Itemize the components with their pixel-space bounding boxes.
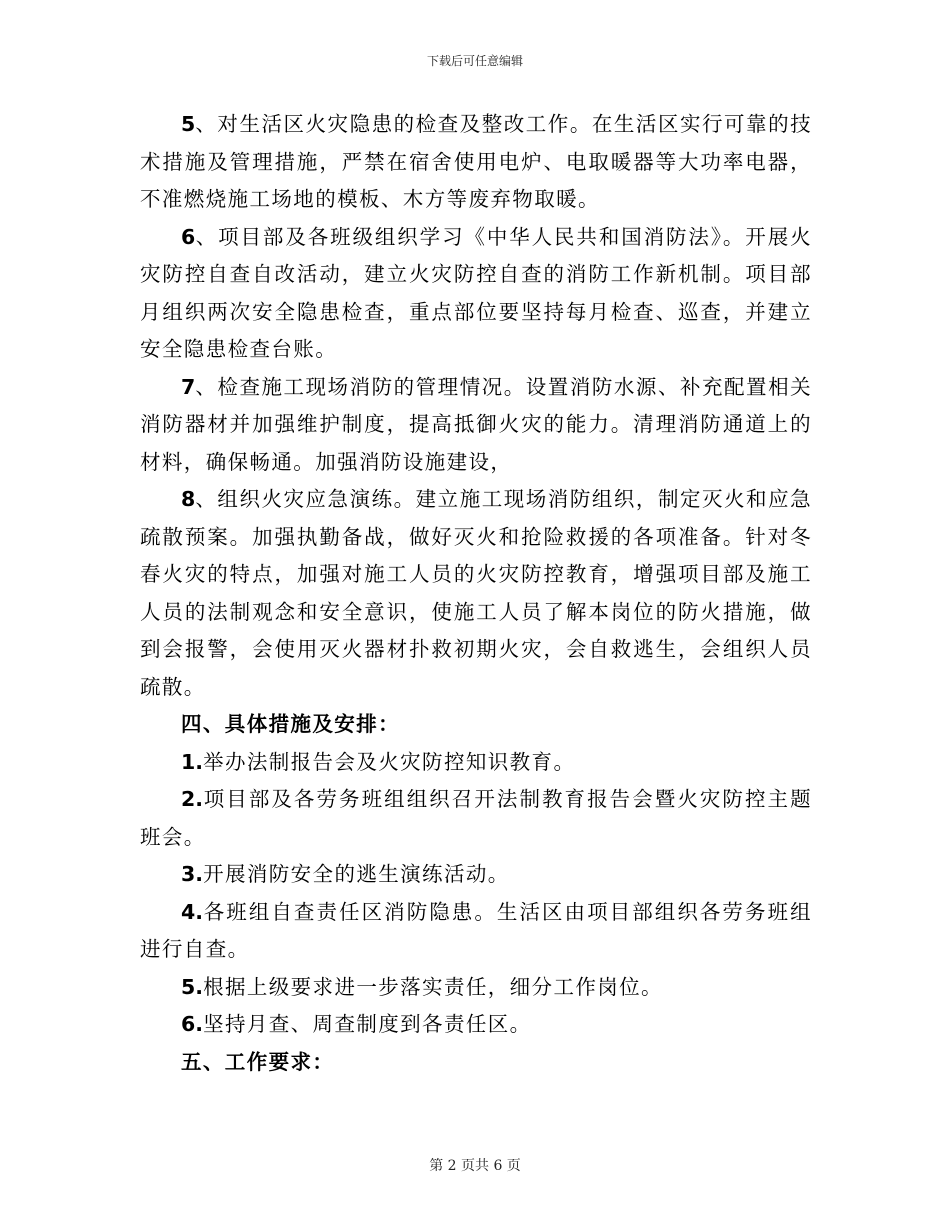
item-number: 6 <box>181 224 196 249</box>
item-number: 7 <box>181 374 196 399</box>
list-item-text: 开展消防安全的逃生演练活动。 <box>203 862 510 886</box>
list-item-text: 各班组自查责任区消防隐患。生活区由项目部组织各劳务班组进行自查。 <box>140 899 812 961</box>
paragraph-text: 、对生活区火灾隐患的检查及整改工作。在生活区实行可靠的技术措施及管理措施，严禁在宿舍使用电炉、电取暖器等大功率电器，不准燃烧施工场地的模板、木方等废弃物取暖。 <box>140 112 812 211</box>
document-body <box>140 106 812 1081</box>
paragraph-item-8 <box>140 481 812 706</box>
list-item <box>140 781 812 856</box>
paragraph-text: 、项目部及各班级组织学习《中华人民共和国消防法》。开展火灾防控自查自改活动，建立火灾防控自查的消防工作新机制。项目部月组织两次安全隐患检查，重点部位要坚持每月检查、巡查，并建立安全隐患检查台账。 <box>140 224 812 361</box>
item-number: 6. <box>181 1012 204 1036</box>
list-item <box>140 856 812 894</box>
item-number: 5 <box>181 112 196 136</box>
paragraph-text: 、检查施工现场消防的管理情况。设置消防水源、补充配置相关消防器材并加强维护制度，提高抵御火灾的能力。清理消防通道上的材料，确保畅通。加强消防设施建设， <box>140 374 812 474</box>
list-item <box>140 894 812 969</box>
page-number-footer: 第 2 页共 6 页 <box>429 1158 521 1174</box>
list-item-text: 举办法制报告会及火灾防控知识教育。 <box>203 749 576 774</box>
paragraph-item-6 <box>140 219 812 369</box>
list-item-text: 项目部及各劳务班组组织召开法制教育报告会暨火灾防控主题班会。 <box>140 787 812 849</box>
list-item-text: 坚持月查、周查制度到各责任区。 <box>203 1012 532 1036</box>
list-item-text: 根据上级要求进一步落实责任，细分工作岗位。 <box>203 974 663 999</box>
paragraph-text: 、组织火灾应急演练。建立施工现场消防组织，制定灭火和应急疏散预案。加强执勤备战，做好灭火和抢险救援的各项准备。针对冬春火灾的特点，加强对施工人员的火灾防控教育，增强项目部及施工人员的法制观念和安全意识，使施工人员了解本岗位的防火措施，做到会报警，会使用灭火器材扑救初期火灾，会自救逃生，会组织人员疏散。 <box>140 487 812 699</box>
paragraph-item-7 <box>140 369 812 482</box>
section-heading-4: 四、具体措施及安排： <box>181 712 400 736</box>
item-number: 8 <box>181 487 196 511</box>
list-item <box>140 744 812 782</box>
item-number: 3. <box>181 862 204 886</box>
paragraph-item-5 <box>140 106 812 219</box>
item-number: 4. <box>181 899 204 924</box>
list-item <box>140 1006 812 1044</box>
page-header: 下载后可任意编辑 <box>426 54 523 68</box>
item-number: 1. <box>181 749 204 774</box>
list-item <box>140 969 812 1007</box>
section-heading-5: 五、工作要求： <box>181 1049 335 1074</box>
item-number: 2. <box>181 787 204 811</box>
item-number: 5. <box>181 974 204 999</box>
